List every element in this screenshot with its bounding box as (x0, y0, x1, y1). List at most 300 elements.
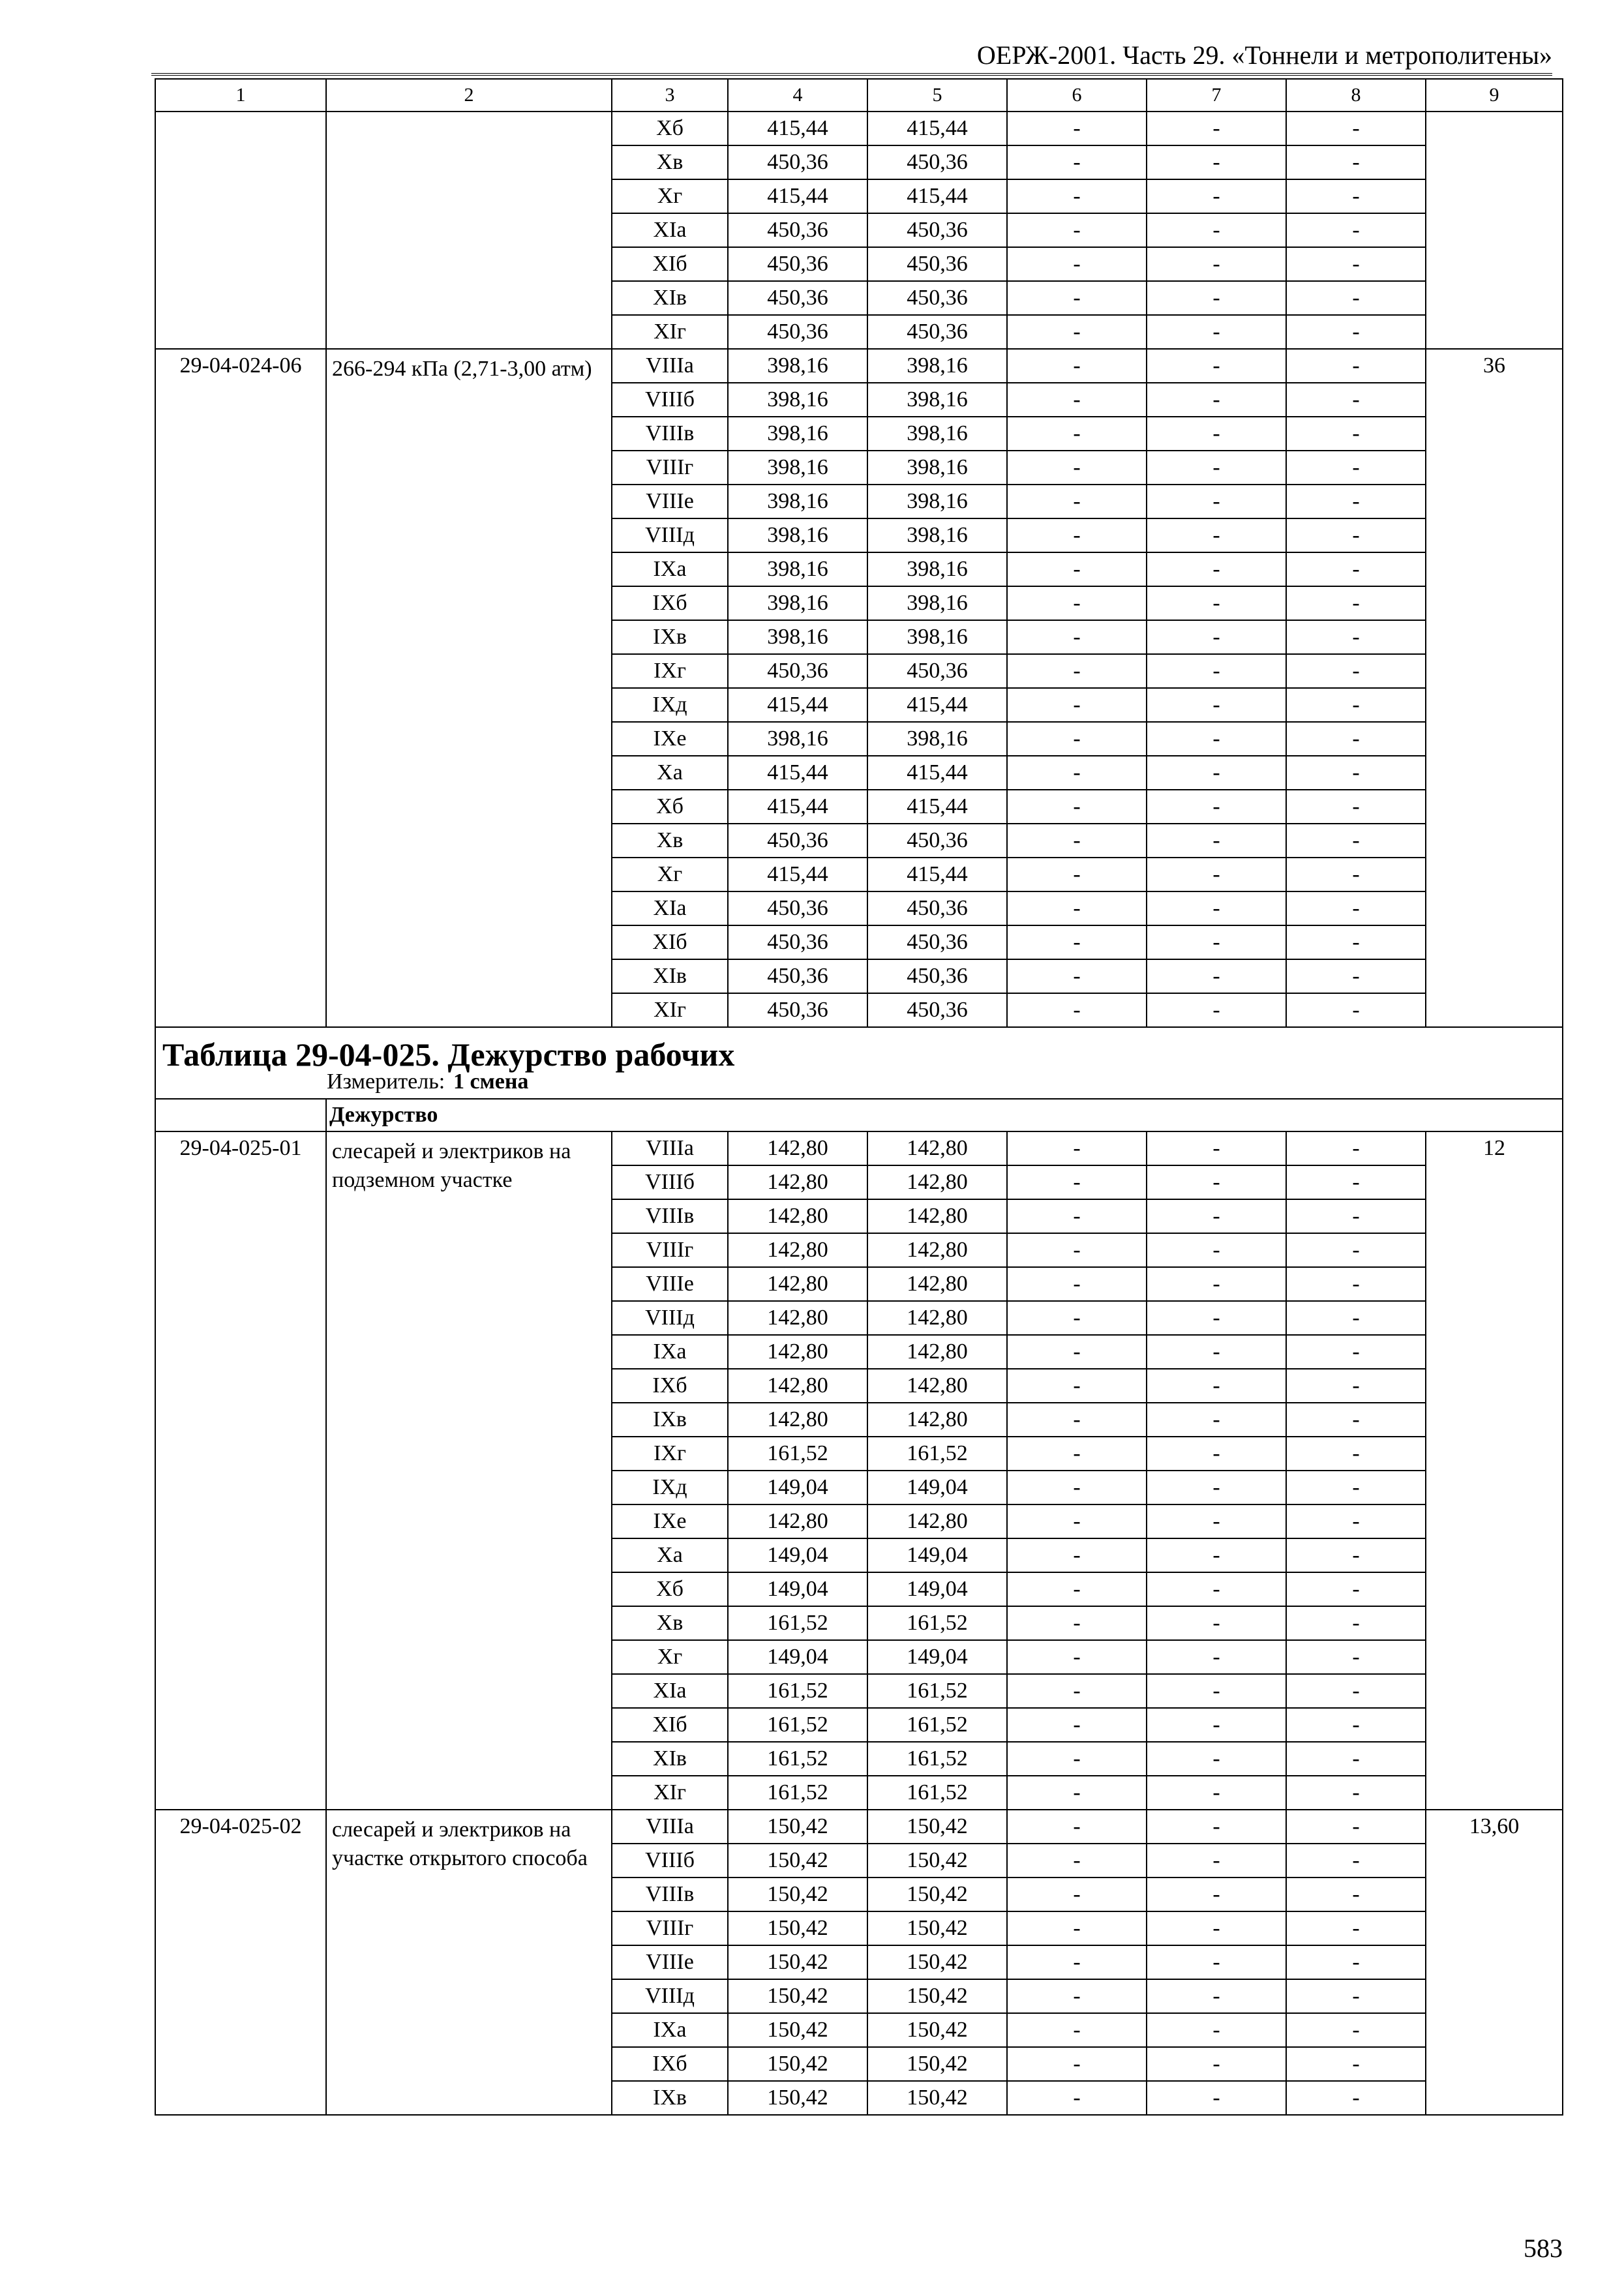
column-number: 3 (612, 79, 728, 112)
materials-cost: - (1286, 1165, 1426, 1199)
machine-cost: - (1007, 485, 1147, 518)
materials-cost: - (1286, 383, 1426, 417)
driver-wages: - (1147, 315, 1286, 349)
total-cost: 398,16 (728, 485, 867, 518)
machine-cost: - (1007, 518, 1147, 552)
driver-wages: - (1147, 756, 1286, 790)
total-cost: 150,42 (728, 1810, 867, 1844)
driver-wages: - (1147, 1844, 1286, 1878)
region-zone: Хб (612, 1572, 728, 1606)
materials-cost: - (1286, 2013, 1426, 2047)
region-zone: IХа (612, 1335, 728, 1369)
materials-cost: - (1286, 1369, 1426, 1403)
total-cost: 450,36 (728, 315, 867, 349)
region-zone: Хг (612, 858, 728, 891)
driver-wages: - (1147, 654, 1286, 688)
wages: 398,16 (867, 485, 1007, 518)
machine-cost: - (1007, 112, 1147, 145)
machine-cost: - (1007, 1471, 1147, 1504)
total-cost: 450,36 (728, 213, 867, 247)
driver-wages: - (1147, 281, 1286, 315)
machine-cost: - (1007, 722, 1147, 756)
total-cost: 150,42 (728, 1844, 867, 1878)
rate-description: 266-294 кПа (2,71-3,00 атм) (326, 349, 612, 1027)
machine-cost: - (1007, 552, 1147, 586)
region-zone: ХIб (612, 925, 728, 959)
materials-cost: - (1286, 654, 1426, 688)
region-zone: IХд (612, 688, 728, 722)
machine-cost: - (1007, 315, 1147, 349)
machine-cost: - (1007, 1945, 1147, 1979)
machine-cost: - (1007, 1301, 1147, 1335)
driver-wages: - (1147, 1369, 1286, 1403)
labor-norm: 13,60 (1426, 1810, 1563, 2115)
total-cost: 450,36 (728, 959, 867, 993)
wages: 150,42 (867, 1878, 1007, 1911)
driver-wages: - (1147, 620, 1286, 654)
materials-cost: - (1286, 1504, 1426, 1538)
materials-cost: - (1286, 1979, 1426, 2013)
region-zone: ХIг (612, 993, 728, 1027)
total-cost: 415,44 (728, 688, 867, 722)
driver-wages: - (1147, 451, 1286, 485)
region-zone: VIIIг (612, 1233, 728, 1267)
wages: 161,52 (867, 1606, 1007, 1640)
machine-cost: - (1007, 891, 1147, 925)
rate-code: 29-04-024-06 (155, 349, 326, 1027)
driver-wages: - (1147, 1911, 1286, 1945)
wages: 398,16 (867, 417, 1007, 451)
region-zone: Хв (612, 824, 728, 858)
driver-wages: - (1147, 1810, 1286, 1844)
driver-wages: - (1147, 586, 1286, 620)
materials-cost: - (1286, 1538, 1426, 1572)
wages: 150,42 (867, 2013, 1007, 2047)
wages: 450,36 (867, 281, 1007, 315)
rate-description: слесарей и электриков на участке открытого способа (326, 1810, 612, 2115)
machine-cost: - (1007, 2013, 1147, 2047)
driver-wages: - (1147, 1776, 1286, 1810)
region-zone: VIIIа (612, 1131, 728, 1165)
wages: 161,52 (867, 1776, 1007, 1810)
machine-cost: - (1007, 1708, 1147, 1742)
table-row (155, 1131, 1563, 1165)
table-row (155, 112, 1563, 145)
machine-cost: - (1007, 247, 1147, 281)
region-zone: VIIIг (612, 451, 728, 485)
machine-cost: - (1007, 1335, 1147, 1369)
materials-cost: - (1286, 1131, 1426, 1165)
table-row (155, 1810, 1563, 1844)
rate-description: слесарей и электриков на подземном участке (326, 1131, 612, 1810)
materials-cost: - (1286, 1878, 1426, 1911)
wages: 142,80 (867, 1369, 1007, 1403)
materials-cost: - (1286, 179, 1426, 213)
machine-cost: - (1007, 1674, 1147, 1708)
wages: 450,36 (867, 891, 1007, 925)
total-cost: 149,04 (728, 1471, 867, 1504)
driver-wages: - (1147, 349, 1286, 383)
region-zone: IХе (612, 722, 728, 756)
materials-cost: - (1286, 485, 1426, 518)
driver-wages: - (1147, 1301, 1286, 1335)
column-number: 6 (1007, 79, 1147, 112)
total-cost: 398,16 (728, 722, 867, 756)
unit-value: 1 смена (453, 1070, 529, 1094)
region-zone: IХв (612, 2081, 728, 2115)
materials-cost: - (1286, 858, 1426, 891)
region-zone: ХIв (612, 959, 728, 993)
materials-cost: - (1286, 722, 1426, 756)
driver-wages: - (1147, 1640, 1286, 1674)
total-cost: 142,80 (728, 1267, 867, 1301)
total-cost: 415,44 (728, 112, 867, 145)
machine-cost: - (1007, 281, 1147, 315)
total-cost: 150,42 (728, 1878, 867, 1911)
total-cost: 161,52 (728, 1708, 867, 1742)
machine-cost: - (1007, 858, 1147, 891)
column-number: 5 (867, 79, 1007, 112)
wages: 142,80 (867, 1233, 1007, 1267)
wages: 150,42 (867, 2081, 1007, 2115)
total-cost: 142,80 (728, 1165, 867, 1199)
driver-wages: - (1147, 518, 1286, 552)
total-cost: 149,04 (728, 1572, 867, 1606)
materials-cost: - (1286, 2081, 1426, 2115)
region-zone: IХб (612, 1369, 728, 1403)
driver-wages: - (1147, 1674, 1286, 1708)
driver-wages: - (1147, 1233, 1286, 1267)
wages: 450,36 (867, 145, 1007, 179)
driver-wages: - (1147, 824, 1286, 858)
machine-cost: - (1007, 620, 1147, 654)
machine-cost: - (1007, 824, 1147, 858)
wages: 149,04 (867, 1471, 1007, 1504)
total-cost: 398,16 (728, 417, 867, 451)
driver-wages: - (1147, 1403, 1286, 1437)
machine-cost: - (1007, 2047, 1147, 2081)
driver-wages: - (1147, 1945, 1286, 1979)
materials-cost: - (1286, 1301, 1426, 1335)
machine-cost: - (1007, 1233, 1147, 1267)
machine-cost: - (1007, 790, 1147, 824)
materials-cost: - (1286, 824, 1426, 858)
wages: 398,16 (867, 451, 1007, 485)
materials-cost: - (1286, 451, 1426, 485)
materials-cost: - (1286, 586, 1426, 620)
wages: 142,80 (867, 1165, 1007, 1199)
materials-cost: - (1286, 1911, 1426, 1945)
driver-wages: - (1147, 1504, 1286, 1538)
driver-wages: - (1147, 925, 1286, 959)
total-cost: 142,80 (728, 1369, 867, 1403)
region-zone: Ха (612, 1538, 728, 1572)
driver-wages: - (1147, 1471, 1286, 1504)
region-zone: IХб (612, 586, 728, 620)
total-cost: 450,36 (728, 891, 867, 925)
driver-wages: - (1147, 2013, 1286, 2047)
table-row (155, 349, 1563, 383)
driver-wages: - (1147, 1572, 1286, 1606)
total-cost: 150,42 (728, 1979, 867, 2013)
wages: 142,80 (867, 1131, 1007, 1165)
total-cost: 450,36 (728, 993, 867, 1027)
total-cost: 149,04 (728, 1538, 867, 1572)
total-cost: 161,52 (728, 1674, 867, 1708)
total-cost: 142,80 (728, 1131, 867, 1165)
region-zone: VIIIд (612, 518, 728, 552)
total-cost: 150,42 (728, 2047, 867, 2081)
region-zone: IХд (612, 1471, 728, 1504)
region-zone: VIIIд (612, 1301, 728, 1335)
materials-cost: - (1286, 1199, 1426, 1233)
wages: 415,44 (867, 688, 1007, 722)
rate-description (326, 112, 612, 349)
materials-cost: - (1286, 959, 1426, 993)
materials-cost: - (1286, 1403, 1426, 1437)
total-cost: 398,16 (728, 586, 867, 620)
machine-cost: - (1007, 145, 1147, 179)
wages: 415,44 (867, 858, 1007, 891)
wages: 450,36 (867, 315, 1007, 349)
materials-cost: - (1286, 2047, 1426, 2081)
machine-cost: - (1007, 1572, 1147, 1606)
wages: 398,16 (867, 552, 1007, 586)
total-cost: 150,42 (728, 1911, 867, 1945)
driver-wages: - (1147, 2047, 1286, 2081)
wages: 450,36 (867, 993, 1007, 1027)
total-cost: 450,36 (728, 925, 867, 959)
materials-cost: - (1286, 552, 1426, 586)
wages: 398,16 (867, 722, 1007, 756)
total-cost: 450,36 (728, 281, 867, 315)
region-zone: Ха (612, 756, 728, 790)
rate-code (155, 112, 326, 349)
materials-cost: - (1286, 1776, 1426, 1810)
driver-wages: - (1147, 145, 1286, 179)
column-number: 9 (1426, 79, 1563, 112)
machine-cost: - (1007, 2081, 1147, 2115)
driver-wages: - (1147, 1267, 1286, 1301)
region-zone: VIIIв (612, 1878, 728, 1911)
wages: 142,80 (867, 1403, 1007, 1437)
wages: 450,36 (867, 925, 1007, 959)
region-zone: ХIг (612, 1776, 728, 1810)
region-zone: IХг (612, 1437, 728, 1471)
machine-cost: - (1007, 1844, 1147, 1878)
total-cost: 398,16 (728, 383, 867, 417)
materials-cost: - (1286, 1674, 1426, 1708)
wages: 161,52 (867, 1708, 1007, 1742)
materials-cost: - (1286, 620, 1426, 654)
machine-cost: - (1007, 383, 1147, 417)
driver-wages: - (1147, 552, 1286, 586)
region-zone: IХв (612, 1403, 728, 1437)
region-zone: Хб (612, 112, 728, 145)
column-number: 2 (326, 79, 612, 112)
region-zone: VIIIв (612, 1199, 728, 1233)
materials-cost: - (1286, 1572, 1426, 1606)
wages: 161,52 (867, 1742, 1007, 1776)
section-spacer (155, 1099, 326, 1131)
unit-row (155, 1071, 1563, 1099)
wages: 415,44 (867, 112, 1007, 145)
materials-cost: - (1286, 790, 1426, 824)
machine-cost: - (1007, 451, 1147, 485)
total-cost: 415,44 (728, 790, 867, 824)
wages: 415,44 (867, 756, 1007, 790)
labor-norm: 12 (1426, 1131, 1563, 1810)
driver-wages: - (1147, 1131, 1286, 1165)
region-zone: Хб (612, 790, 728, 824)
region-zone: VIIIе (612, 1267, 728, 1301)
wages: 150,42 (867, 2047, 1007, 2081)
machine-cost: - (1007, 1437, 1147, 1471)
machine-cost: - (1007, 1369, 1147, 1403)
materials-cost: - (1286, 993, 1426, 1027)
materials-cost: - (1286, 1742, 1426, 1776)
materials-cost: - (1286, 247, 1426, 281)
total-cost: 161,52 (728, 1776, 867, 1810)
driver-wages: - (1147, 1437, 1286, 1471)
total-cost: 142,80 (728, 1504, 867, 1538)
machine-cost: - (1007, 586, 1147, 620)
total-cost: 142,80 (728, 1301, 867, 1335)
materials-cost: - (1286, 213, 1426, 247)
materials-cost: - (1286, 518, 1426, 552)
labor-norm: 36 (1426, 349, 1563, 1027)
machine-cost: - (1007, 1403, 1147, 1437)
wages: 398,16 (867, 586, 1007, 620)
unit-cell (155, 1071, 1563, 1099)
unit-label: Измеритель: (327, 1070, 445, 1094)
machine-cost: - (1007, 959, 1147, 993)
wages: 450,36 (867, 247, 1007, 281)
region-zone: ХIа (612, 213, 728, 247)
materials-cost: - (1286, 1471, 1426, 1504)
wages: 142,80 (867, 1504, 1007, 1538)
total-cost: 142,80 (728, 1233, 867, 1267)
wages: 398,16 (867, 518, 1007, 552)
driver-wages: - (1147, 213, 1286, 247)
driver-wages: - (1147, 1335, 1286, 1369)
column-number: 4 (728, 79, 867, 112)
wages: 415,44 (867, 790, 1007, 824)
machine-cost: - (1007, 1911, 1147, 1945)
wages: 415,44 (867, 179, 1007, 213)
total-cost: 398,16 (728, 620, 867, 654)
machine-cost: - (1007, 1199, 1147, 1233)
driver-wages: - (1147, 1606, 1286, 1640)
region-zone: Хв (612, 145, 728, 179)
driver-wages: - (1147, 1979, 1286, 2013)
column-number: 8 (1286, 79, 1426, 112)
driver-wages: - (1147, 891, 1286, 925)
wages: 149,04 (867, 1538, 1007, 1572)
materials-cost: - (1286, 349, 1426, 383)
driver-wages: - (1147, 688, 1286, 722)
total-cost: 450,36 (728, 145, 867, 179)
driver-wages: - (1147, 247, 1286, 281)
wages: 150,42 (867, 1844, 1007, 1878)
materials-cost: - (1286, 1810, 1426, 1844)
region-zone: IХб (612, 2047, 728, 2081)
region-zone: VIIIб (612, 383, 728, 417)
wages: 142,80 (867, 1301, 1007, 1335)
region-zone: IХв (612, 620, 728, 654)
total-cost: 450,36 (728, 824, 867, 858)
total-cost: 415,44 (728, 756, 867, 790)
wages: 450,36 (867, 213, 1007, 247)
wages: 398,16 (867, 383, 1007, 417)
total-cost: 415,44 (728, 179, 867, 213)
materials-cost: - (1286, 1335, 1426, 1369)
region-zone: Хг (612, 179, 728, 213)
rate-code: 29-04-025-01 (155, 1131, 326, 1810)
region-zone: VIIIв (612, 417, 728, 451)
rate-code: 29-04-025-02 (155, 1810, 326, 2115)
total-cost: 161,52 (728, 1742, 867, 1776)
driver-wages: - (1147, 993, 1286, 1027)
region-zone: VIIIд (612, 1979, 728, 2013)
driver-wages: - (1147, 1878, 1286, 1911)
wages: 142,80 (867, 1267, 1007, 1301)
materials-cost: - (1286, 688, 1426, 722)
region-zone: Хв (612, 1606, 728, 1640)
wages: 450,36 (867, 654, 1007, 688)
total-cost: 142,80 (728, 1403, 867, 1437)
driver-wages: - (1147, 1708, 1286, 1742)
wages: 450,36 (867, 959, 1007, 993)
materials-cost: - (1286, 1606, 1426, 1640)
driver-wages: - (1147, 1165, 1286, 1199)
region-zone: VIIIб (612, 1165, 728, 1199)
rates-table (155, 78, 1563, 2116)
wages: 149,04 (867, 1572, 1007, 1606)
section-row (155, 1099, 1563, 1131)
materials-cost: - (1286, 1844, 1426, 1878)
driver-wages: - (1147, 179, 1286, 213)
column-number-row (155, 79, 1563, 112)
wages: 161,52 (867, 1674, 1007, 1708)
section-title: Дежурство (326, 1099, 1563, 1131)
driver-wages: - (1147, 485, 1286, 518)
region-zone: ХIв (612, 281, 728, 315)
total-cost: 142,80 (728, 1199, 867, 1233)
total-cost: 142,80 (728, 1335, 867, 1369)
machine-cost: - (1007, 1538, 1147, 1572)
machine-cost: - (1007, 1131, 1147, 1165)
region-zone: IХа (612, 552, 728, 586)
wages: 450,36 (867, 824, 1007, 858)
region-zone: ХIа (612, 1674, 728, 1708)
page-header (151, 38, 1552, 76)
machine-cost: - (1007, 1165, 1147, 1199)
region-zone: ХIв (612, 1742, 728, 1776)
materials-cost: - (1286, 891, 1426, 925)
machine-cost: - (1007, 1810, 1147, 1844)
region-zone: ХIб (612, 247, 728, 281)
region-zone: IХа (612, 2013, 728, 2047)
machine-cost: - (1007, 179, 1147, 213)
materials-cost: - (1286, 1640, 1426, 1674)
machine-cost: - (1007, 417, 1147, 451)
driver-wages: - (1147, 722, 1286, 756)
region-zone: VIIIб (612, 1844, 728, 1878)
materials-cost: - (1286, 112, 1426, 145)
machine-cost: - (1007, 1878, 1147, 1911)
wages: 161,52 (867, 1437, 1007, 1471)
